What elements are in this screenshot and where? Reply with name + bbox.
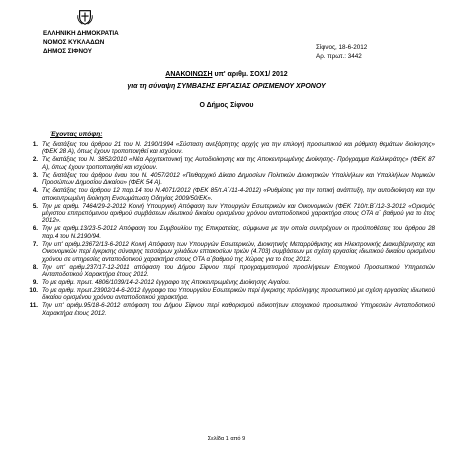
protocol-number: Αρ. πρωτ.: 3442 [316,53,362,60]
document-meta [316,43,367,61]
org-line-municipality: ΔΗΜΟΣ ΣΙΦΝΟΥ [43,48,92,55]
item-number: 1. [32,141,38,148]
considering-label: Έχοντας υπόψη: [50,131,103,138]
announcement-word: ΑΝΑΚΟΙΝΩΣΗ [165,71,213,78]
list-item [20,279,435,286]
list-item [20,203,435,225]
title-line-3: Ο Δήμος Σίφνου [199,102,254,109]
item-text: Την υπ' αριθμ.237/17-12-2011 απόφαση του Δήμου Σίφνου περί προγραμματισμού προσλήψεων Εποχικού Προσωπικού Υπηρεσιών Ανταποδοτικού Χαρακτήρα έτους 2012. [42,263,435,279]
item-number: 10. [29,287,38,295]
item-text: Τις διατάξεις του άρθρου 21 του Ν. 2190/1994 «Σύσταση ανεξάρτητης αρχής για την επιλογή προσωπικού και ρύθμιση θεμάτων διοίκησης» (ΦΕΚ 28 Α), όπως έχουν τροποποιηθεί και ισχύουν. [42,141,435,156]
title-line-2: για τη σύναψη ΣΥΜΒΑΣΗΣ ΕΡΓΑΣΙΑΣ ΟΡΙΣΜΕΝΟΥ ΧΡΟΝΟΥ [127,83,326,90]
item-text: Την με αριθμ.13/23-5-2012 Απόφαση του Συμβουλίου της Επικρατείας, σύμφωνα με την οποία συντρέχουν οι προϋποθέσεις του άρθρου 28 παρ.4 του Ν.2190/94. [42,225,435,240]
org-line-prefecture: ΝΟΜΟΣ ΚΥΚΛΑΔΩΝ [43,39,105,46]
list-item [20,172,435,187]
item-number: 9. [32,279,38,287]
item-number: 5. [32,202,38,210]
announcement-number: υπ' αριθμ. ΣΟΧ1/ 2012 [214,71,288,78]
item-number: 7. [32,240,38,248]
list-item [20,241,435,263]
list-item [20,141,435,156]
item-text: Την υπ' αριθμ.23672/13-6-2012 Κοινή Απόφαση των Υπουργών Εσωτερικών, Διοικητικής Μεταρρύθμισης και Ηλεκτρονικής Διακυβέρνησης και Οικονομικών περί έγκρισης σύναψης τεσσάρων χιλιάδων επτακοσίων τριών (4.703) συμβάσεων με σχέση εργασίας ιδιωτικού δικαίου ορισμένου χρόνου σε υπηρεσίες ανταποδοτικού χαρακτήρα στους ΟΤΑ α΄βαθμού της Χώρας για το έτος 2012. [42,240,435,263]
item-number: 4. [32,187,38,195]
item-number: 2. [32,156,38,164]
item-number: 8. [32,263,38,271]
page-footer: Σελίδα 1 από 9 [207,436,246,442]
list-item [20,302,435,317]
issuing-authority [43,29,119,56]
item-text: Την με αριθμ. 7464/29-2-2012 Κοινή Υπουργική Απόφαση των Υπουργών Εσωτερικών και Οικονομικών (ΦΕΚ 710/τ.Β΄/12-3-2012 «Ορισμός μέγιστου επιτρεπόμενου αριθμού συμβάσεων ιδιωτικού δικαίου ορισμένου χρόνου ανταποδοτικού χαρακτήρα στους ΟΤΑ α΄ βαθμού για το έτος 2012». [42,202,435,225]
item-number: 3. [32,171,38,179]
greek-coat-of-arms-icon [76,8,94,26]
item-text: Τις διατάξεις του άρθρου 12 παρ.14 του Ν.4071/2012 (ΦΕΚ 85/τ.Α΄/11-4-2012) «Ρυθμίσεις για την τοπική ανάπτυξη, την αυτοδιοίκηση και την αποκεντρωμένη διοίκηση Ενσωμάτωση Οδηγίας 2009/50/ΕΚ». [42,187,435,202]
org-line-republic: ΕΛΛΗΝΙΚΗ ΔΗΜΟΚΡΑΤΙΑ [43,30,119,37]
list-item [20,225,435,240]
title-line-1 [0,69,453,81]
document-date: Σίφνος, 18-6-2012 [316,44,368,51]
item-text: Τις διατάξεις του άρθρου έναυ του Ν. 4057/2012 «Πειθαρχικό Δίκαιο Δημοσίων Πολιτικών Διοικητικών Υπαλλήλων και Υπαλλήλων Νομικών Προσώπων Δημοσίου Δικαίου» (ΦΕΚ 54 Α). [42,171,435,187]
item-number: 11. [29,302,38,310]
item-text: Την υπ' αριθμ.95/18-6-2012 απόφαση του Δήμου Σίφνου περί καθορισμού ειδικοτήτων εποχιακού προσωπικού Υπηρεσιών Ανταποδοτικού Χαρακτήρα έτους 2012. [42,302,435,317]
list-item [20,156,435,171]
list-item [20,264,435,279]
item-text: Το με αριθμ. πρωτ.23902/14-6-2012 έγγραφο του Υπουργείου Εσωτερικών περί έγκρισης πρόσληψης προσωπικού με σχέση εργασίας ιδιωτικού δικαίου ορισμένου χρόνου ανταποδοτικού χαρακτήρα. [42,287,435,302]
list-item [20,187,435,202]
item-text: Τις διατάξεις του Ν. 3852/2010 «Νέα Αρχιτεκτονική της Αυτοδιοίκησης και της Αποκεντρωμένης Διοίκησης- Πρόγραμμα Καλλικράτης» (ΦΕΚ 87 Α), όπως έχουν τροποποιηθεί και ισχύουν. [42,156,435,171]
list-item [20,287,435,302]
item-number: 6. [32,225,38,233]
item-text: Το με αριθμ. πρωτ. 4806/1039/14-2-2012 έγγραφο της Αποκεντρωμένης Διοίκησης Αιγαίου. [42,279,291,287]
announcement-title [0,69,453,112]
considerations-list [20,141,435,318]
